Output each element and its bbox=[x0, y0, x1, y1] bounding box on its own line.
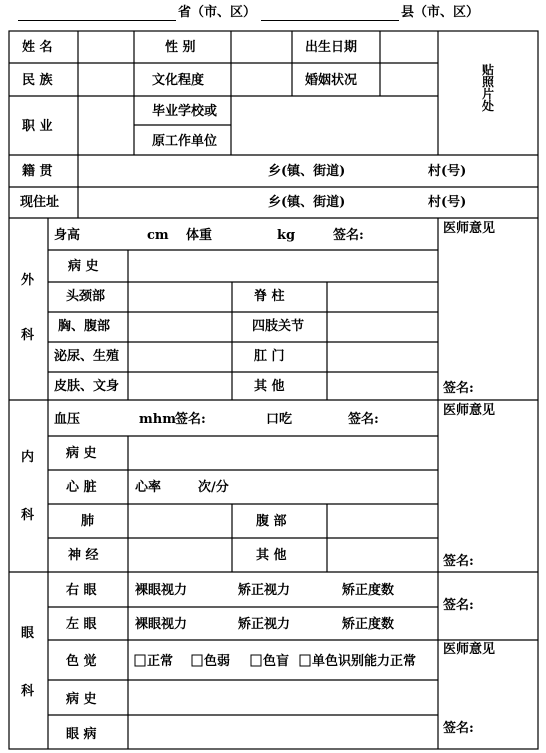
chest-abdomen-label: 胸、腹部 bbox=[58, 319, 111, 334]
internal-dept-1: 内 bbox=[21, 450, 35, 465]
school-label-line1: 毕业学校或 bbox=[152, 104, 218, 119]
internal-doctor-sign: 签名: bbox=[443, 554, 474, 569]
stutter-label: 口吃 bbox=[266, 412, 293, 427]
address-village: 村(号) bbox=[428, 195, 467, 210]
bp-label: 血压 bbox=[54, 412, 81, 427]
eye-disease-label: 眼 病 bbox=[66, 727, 97, 742]
eye-dept-2: 科 bbox=[21, 684, 35, 699]
internal-other-label: 其 他 bbox=[256, 548, 287, 563]
abdomen-label: 腹 部 bbox=[256, 514, 287, 529]
right-corrected-vision: 矫正视力 bbox=[238, 583, 291, 598]
eye-doctor-sign: 签名: bbox=[443, 721, 474, 736]
eye-history-label: 病 史 bbox=[66, 692, 97, 707]
left-correction-degree: 矫正度数 bbox=[342, 617, 395, 632]
eye-dept-1: 眼 bbox=[21, 626, 35, 641]
color-vision-label: 色 觉 bbox=[66, 654, 97, 669]
internal-dept-2: 科 bbox=[21, 508, 35, 523]
province-label: 省（市、区） bbox=[178, 5, 257, 20]
native-town: 乡(镇、街道) bbox=[268, 164, 346, 179]
kg-label: kg bbox=[277, 228, 296, 243]
heart-rate-label: 心率 bbox=[135, 480, 162, 495]
surgery-sign-label: 签名: bbox=[333, 228, 364, 243]
eye-sign-label: 签名: bbox=[443, 598, 474, 613]
marital-label: 婚姻状况 bbox=[305, 73, 358, 88]
birth-label: 出生日期 bbox=[305, 40, 358, 55]
address-town: 乡(镇、街道) bbox=[268, 195, 346, 210]
nerve-label: 神 经 bbox=[68, 548, 99, 563]
left-eye-label: 左 眼 bbox=[66, 617, 97, 632]
school-label-line2: 原工作单位 bbox=[152, 134, 218, 149]
color-blind-option[interactable]: 色盲 bbox=[263, 654, 290, 669]
surgery-dept-2: 科 bbox=[21, 328, 35, 343]
county-label: 县（市、区） bbox=[401, 5, 480, 20]
heart-label: 心 脏 bbox=[66, 480, 97, 495]
surgery-history-label: 病 史 bbox=[68, 259, 99, 274]
surgery-dept-1: 外 bbox=[21, 273, 35, 288]
spine-label: 脊 柱 bbox=[254, 289, 285, 304]
mhm-label: mhm bbox=[139, 412, 176, 427]
cm-label: cm bbox=[147, 228, 169, 243]
lung-label: 肺 bbox=[81, 514, 95, 529]
per-minute-label: 次/分 bbox=[198, 480, 229, 495]
right-eye-label: 右 眼 bbox=[66, 583, 97, 598]
mono-color-option[interactable]: 单色识别能力正常 bbox=[312, 654, 417, 669]
surgery-doctor-opinion: 医师意见 bbox=[443, 221, 496, 236]
address-label: 现住址 bbox=[20, 195, 60, 210]
height-label: 身高 bbox=[54, 228, 81, 243]
native-village: 村(号) bbox=[428, 164, 467, 179]
internal-sign1-label: 签名: bbox=[175, 412, 206, 427]
anus-label: 肛 门 bbox=[254, 349, 285, 364]
urogenital-label: 泌尿、生殖 bbox=[54, 349, 120, 364]
internal-doctor-opinion: 医师意见 bbox=[443, 403, 496, 418]
weight-label: 体重 bbox=[186, 228, 213, 243]
name-label: 姓 名 bbox=[22, 40, 53, 55]
limbs-label: 四肢关节 bbox=[252, 319, 305, 334]
head-neck-label: 头颈部 bbox=[66, 289, 106, 304]
left-corrected-vision: 矫正视力 bbox=[238, 617, 291, 632]
internal-history-label: 病 史 bbox=[66, 446, 97, 461]
photo-placeholder: 贴照片处 bbox=[481, 63, 494, 113]
ethnic-label: 民 族 bbox=[22, 73, 53, 88]
eye-doctor-opinion: 医师意见 bbox=[443, 642, 496, 657]
gender-label: 性 别 bbox=[165, 40, 196, 55]
education-label: 文化程度 bbox=[152, 73, 205, 88]
surgery-other-label: 其 他 bbox=[254, 379, 285, 394]
internal-sign2-label: 签名: bbox=[348, 412, 379, 427]
color-normal-option[interactable]: 正常 bbox=[147, 654, 174, 669]
right-correction-degree: 矫正度数 bbox=[342, 583, 395, 598]
occupation-label: 职 业 bbox=[22, 119, 53, 134]
right-naked-vision: 裸眼视力 bbox=[135, 583, 188, 598]
left-naked-vision: 裸眼视力 bbox=[135, 617, 188, 632]
native-label: 籍 贯 bbox=[22, 164, 53, 179]
color-weak-option[interactable]: 色弱 bbox=[204, 654, 231, 669]
skin-label: 皮肤、文身 bbox=[54, 379, 120, 394]
surgery-doctor-sign: 签名: bbox=[443, 381, 474, 396]
